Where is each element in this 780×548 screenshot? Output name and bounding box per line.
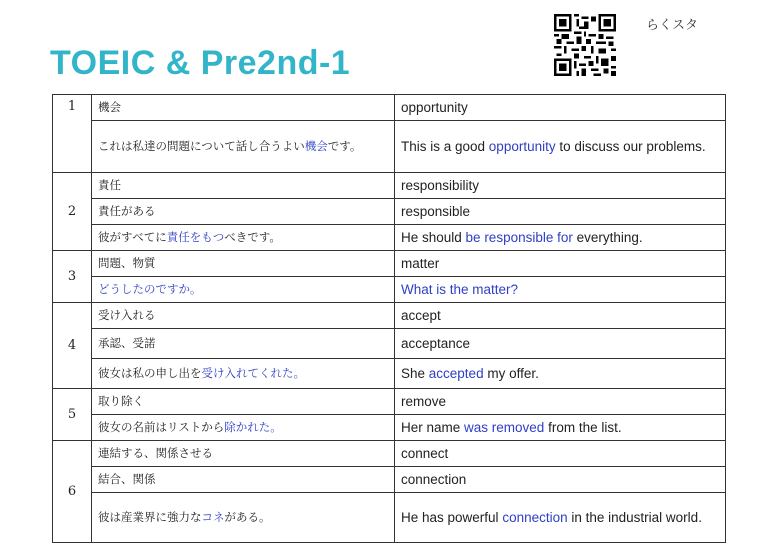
english-cell: responsibility xyxy=(395,173,726,199)
japanese-cell: 結合、関係 xyxy=(92,467,395,493)
page-title: TOEIC & Pre2nd-1 xyxy=(50,44,351,82)
brand-label: らくスタ xyxy=(646,18,699,33)
japanese-cell: これは私達の問題について話し合うよい機会です。 xyxy=(92,121,395,173)
table-row xyxy=(53,277,726,303)
table-row xyxy=(53,121,726,173)
table-row xyxy=(53,251,726,277)
entry-number: 2 xyxy=(53,173,92,251)
table-row xyxy=(53,173,726,199)
table-row xyxy=(53,329,726,359)
table-row xyxy=(53,359,726,389)
japanese-cell: 受け入れる xyxy=(92,303,395,329)
table-row xyxy=(53,467,726,493)
entry-number: 5 xyxy=(53,389,92,441)
table-row xyxy=(53,199,726,225)
japanese-cell: 彼がすべてに責任をもつべきです。 xyxy=(92,225,395,251)
vocabulary-table xyxy=(52,94,726,543)
english-cell: He has powerful connection in the industrial world. xyxy=(395,493,726,543)
english-cell: responsible xyxy=(395,199,726,225)
table-row xyxy=(53,415,726,441)
japanese-cell: 問題、物質 xyxy=(92,251,395,277)
english-cell: Her name was removed from the list. xyxy=(395,415,726,441)
qr-code-icon xyxy=(554,14,616,76)
english-cell: connection xyxy=(395,467,726,493)
entry-number: 4 xyxy=(53,303,92,389)
entry-number: 1 xyxy=(53,95,92,173)
english-cell: accept xyxy=(395,303,726,329)
entry-number: 6 xyxy=(53,441,92,543)
english-cell: She accepted my offer. xyxy=(395,359,726,389)
japanese-cell: 責任 xyxy=(92,173,395,199)
english-cell: What is the matter? xyxy=(395,277,726,303)
japanese-cell: 彼は産業界に強力なコネがある。 xyxy=(92,493,395,543)
japanese-cell: 彼女の名前はリストから除かれた。 xyxy=(92,415,395,441)
entry-number: 3 xyxy=(53,251,92,303)
table-row xyxy=(53,441,726,467)
japanese-cell: どうしたのですか。 xyxy=(92,277,395,303)
english-cell: connect xyxy=(395,441,726,467)
english-cell: He should be responsible for everything. xyxy=(395,225,726,251)
japanese-cell: 責任がある xyxy=(92,199,395,225)
table-row xyxy=(53,225,726,251)
japanese-cell: 彼女は私の申し出を受け入れてくれた。 xyxy=(92,359,395,389)
japanese-cell: 承認、受諾 xyxy=(92,329,395,359)
english-cell: This is a good opportunity to discuss our problems. xyxy=(395,121,726,173)
table-row xyxy=(53,303,726,329)
table-row xyxy=(53,493,726,543)
english-cell: remove xyxy=(395,389,726,415)
japanese-cell: 連結する、関係させる xyxy=(92,441,395,467)
english-cell: opportunity xyxy=(395,95,726,121)
table-row xyxy=(53,389,726,415)
english-cell: matter xyxy=(395,251,726,277)
table-row xyxy=(53,95,726,121)
english-cell: acceptance xyxy=(395,329,726,359)
japanese-cell: 機会 xyxy=(92,95,395,121)
japanese-cell: 取り除く xyxy=(92,389,395,415)
